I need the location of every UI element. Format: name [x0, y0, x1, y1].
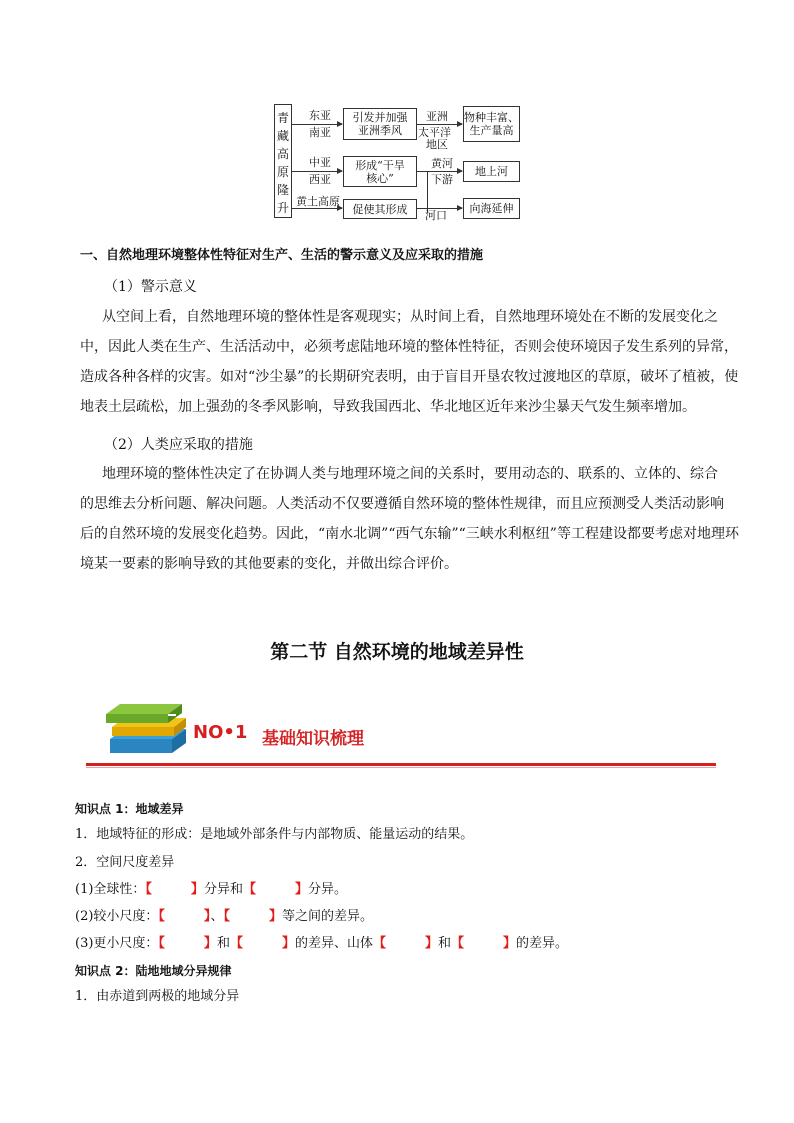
line-1: 1．地域特征的形成：是地域外部条件与内部物质、能量运动的结果。: [75, 827, 474, 842]
vertical-char: 高: [276, 147, 289, 161]
line-text: 和: [438, 936, 452, 951]
row2-mid-a: 黄河: [431, 157, 453, 170]
answer-blank[interactable]: 【 】: [223, 909, 282, 924]
para-line: 后的自然环境的发展变化趋势。因此，“南水北调”“西气东输”“三峡水利枢纽”等工程建设都要考虑对地理环: [80, 526, 739, 542]
para-line: 地表土层疏松，加上强劲的冬季风影响，导致我国西北、华北地区近年来沙尘暴天气发生频率增加。: [80, 399, 696, 415]
line-text: 的差异、山体: [294, 936, 373, 951]
answer-blank[interactable]: 【 】: [372, 936, 438, 951]
answer-blank[interactable]: 【 】: [158, 936, 217, 951]
para-line: 从空间上看，自然地理环境的整体性是客观现实；从时间上看，自然地理环境处在不断的发展变化之: [102, 309, 718, 325]
row2-vertical-connector: [427, 171, 428, 213]
row3-box: 促使其形成: [343, 199, 417, 219]
section1-para2: [80, 459, 739, 579]
fill-line-smallest: [75, 934, 568, 954]
row2-mid-b: 下游: [431, 173, 453, 186]
banner-divider: [86, 763, 716, 766]
para-line: 境某一要素的影响导致的其他要素的变化，并做出综合评价。: [80, 556, 458, 572]
line-text: 和: [216, 936, 230, 951]
para-line: 地理环境的整体性决定了在协调人类与地理环境之间的关系时，要用动态的、联系的、立体的、综合: [102, 466, 718, 482]
section1-heading: 一、自然地理环境整体性特征对生产、生活的警示意义及应采取的措施: [80, 248, 484, 263]
row1-arrow-2: [417, 124, 462, 125]
line-text: 、: [210, 909, 224, 924]
page-title: 第二节 自然环境的地域差异性: [270, 641, 524, 663]
line-text: 分异。: [307, 882, 347, 897]
row3-result: 向海延伸: [463, 198, 520, 219]
answer-blank[interactable]: 【 】: [145, 882, 204, 897]
para-line: 造成各种各样的灾害。如对“沙尘暴”的长期研究表明，由于盲目开垦农牧过渡地区的草原，破坏了植被，使: [80, 369, 739, 385]
row1-label-b: 南亚: [309, 126, 331, 139]
fill-line-smaller: [75, 907, 373, 927]
row2-arrow-2: [427, 171, 462, 172]
row1-mid-b: 太平洋: [418, 126, 451, 139]
vertical-char: 藏: [276, 129, 289, 143]
row1-arrow: [292, 124, 342, 125]
line-text: (2)较小尺度：: [75, 909, 159, 924]
books-stack-icon: [102, 695, 194, 757]
knowledge-point-2: 知识点 2：陆地地域分异规律: [75, 964, 232, 978]
line-text: (3)更小尺度：: [75, 936, 159, 951]
para-line: 的思维去分析问题、解决问题。人类活动不仅要遵循自然环境的整体性规律，而且应预测受人类活动影响: [80, 496, 724, 512]
row2-box: 形成“干旱 核心”: [343, 156, 417, 187]
answer-blank[interactable]: 【 】: [229, 936, 295, 951]
row1-mid-c: 地区: [426, 138, 448, 151]
row3-arrow: [292, 208, 342, 209]
row2-arrow: [292, 171, 342, 172]
section1-para1: [80, 302, 739, 422]
answer-blank[interactable]: 【 】: [158, 909, 211, 924]
answer-blank[interactable]: 【 】: [242, 882, 308, 897]
line-text: 的差异。: [516, 936, 569, 951]
banner-divider-shadow: [86, 767, 716, 768]
row2-result: 地上河: [463, 161, 520, 182]
row2-connector: [417, 171, 427, 172]
line-2: 2．空间尺度差异: [75, 855, 175, 870]
knowledge-point-1: 知识点 1：地域差异: [75, 802, 184, 816]
para-line: 中，因此人类在生产、生活活动中，必须考虑陆地环境的整体性特征，否则会使环境因子发生系列的异常，: [80, 339, 738, 355]
banner-label: 基础知识梳理: [262, 729, 364, 749]
row1-label-a: 东亚: [309, 109, 331, 122]
line-text: 等之间的差异。: [281, 909, 373, 924]
banner-number: NO•1: [193, 722, 248, 743]
line-6: 1．由赤道到两极的地域分异: [75, 989, 240, 1004]
row1-box: 引发并加强 亚洲季风: [343, 108, 417, 140]
line-text: 分异和: [203, 882, 243, 897]
diagram-vertical-label: [274, 104, 292, 218]
row2-label-b: 西亚: [309, 173, 331, 186]
row1-result: 物种丰富、 生产量高: [463, 106, 520, 142]
vertical-char: 升: [276, 201, 289, 215]
vertical-char: 青: [276, 111, 289, 125]
row1-mid-a: 亚洲: [426, 110, 448, 123]
row2-label-a: 中亚: [309, 156, 331, 169]
line-text: (1)全球性：: [75, 882, 146, 897]
section1-sub2: （2）人类应采取的措施: [104, 437, 253, 453]
fill-line-global: [75, 880, 347, 900]
section1-sub1: （1）警示意义: [104, 279, 197, 295]
row3-mid: 河口: [425, 209, 447, 222]
row3-label-a: 黄土高原: [296, 195, 340, 208]
vertical-char: 隆: [276, 183, 289, 197]
vertical-char: 原: [276, 165, 289, 179]
answer-blank[interactable]: 【 】: [451, 936, 517, 951]
